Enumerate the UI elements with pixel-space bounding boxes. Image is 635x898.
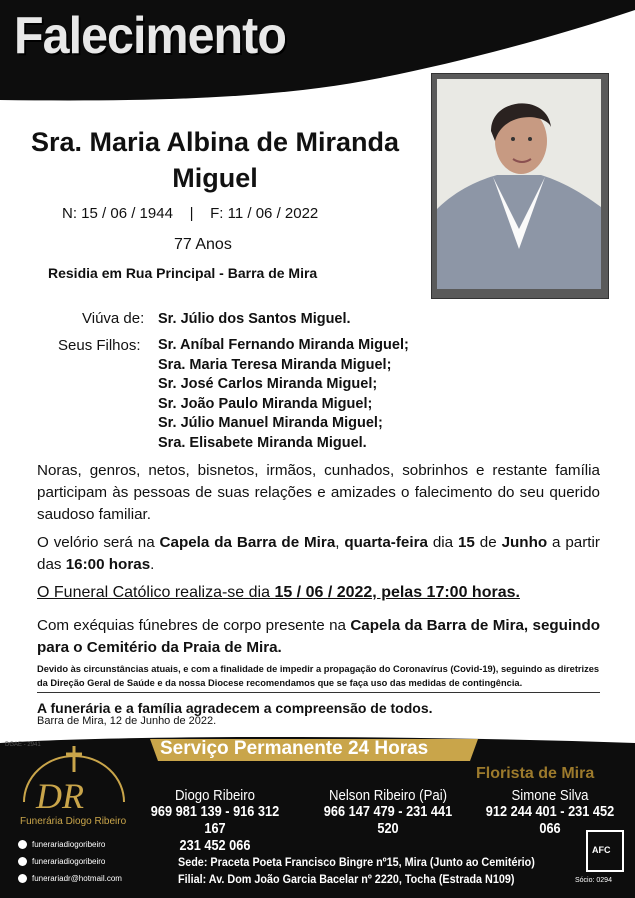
child-item: Sra. Maria Teresa Miranda Miguel; <box>158 356 392 373</box>
logo-initials: DR <box>36 776 84 816</box>
name-line-2: Miguel <box>172 163 258 193</box>
child-item: Sr. José Carlos Miranda Miguel; <box>158 376 378 392</box>
contact-phone[interactable]: 912 244 401 - 231 452 066 <box>485 804 615 837</box>
funeral-text: O Funeral Católico realiza-se dia <box>37 584 275 601</box>
widow-label: Viúva de: <box>82 310 145 327</box>
wake-date: 15 <box>457 534 475 551</box>
exequias-text: Com exéquias fúnebres de corpo presente na <box>37 617 351 634</box>
birth-death-dates: N: 15 / 06 / 1944 | F: 11 / 06 / 2022 <box>62 205 319 222</box>
child-item: Sra. Elisabete Miranda Miguel. <box>158 434 367 451</box>
deceased-name <box>10 124 420 196</box>
contact-nelson <box>313 787 463 838</box>
exequias-paragraph <box>37 615 600 659</box>
wake-time: 16:00 horas <box>65 556 151 573</box>
wake-text: O velório será na <box>37 534 160 551</box>
wake-month: Junho <box>501 534 548 551</box>
funeral-datetime: 15 / 06 / 2022, pelas 17:00 horas. <box>274 584 520 601</box>
email-address: funerariadr@hotmail.com <box>32 874 122 883</box>
member-number: Sócio: 0294 <box>575 877 612 884</box>
instagram-icon <box>18 857 27 866</box>
wake-paragraph <box>37 532 600 576</box>
funeral-line <box>37 584 520 602</box>
page-title: Falecimento <box>14 7 286 65</box>
child-item: Sr. Júlio Manuel Miranda Miguel; <box>158 415 383 431</box>
service-banner: Serviço Permanente 24 Horas <box>160 738 429 759</box>
child-item: Sr. Aníbal Fernando Miranda Miguel; <box>158 337 409 353</box>
portrait-photo <box>437 79 601 289</box>
wake-text: dia <box>427 534 458 551</box>
email-icon <box>18 874 27 883</box>
logo-name: Funerária Diogo Ribeiro <box>20 816 127 827</box>
wake-place: Capela da Barra de Mira <box>159 534 336 551</box>
thanks-line: A funerária e a família agradecem a compreensão de todos. <box>37 700 433 716</box>
contact-name: Diogo Ribeiro <box>175 787 255 804</box>
children-label: Seus Filhos: <box>58 337 141 354</box>
exequias-place: Capela da Barra de Mira, seguindo para o Cemitério da Praia de Mira. <box>37 617 600 656</box>
florist-name: Florista de Mira <box>476 765 595 782</box>
age: 77 Anos <box>174 236 232 253</box>
branch-address: Filial: Av. Dom João Garcia Bacelar nº 2220, Tocha (Estrada N109) <box>178 872 515 886</box>
residence: Residia em Rua Principal - Barra de Mira <box>48 265 318 281</box>
facebook-handle: funerariadiogoribeiro <box>32 840 106 849</box>
wake-text: a partir das <box>37 534 600 573</box>
contact-phone[interactable]: 231 452 066 <box>179 838 251 854</box>
wake-text: de <box>474 534 502 551</box>
dgae-code: DGAE - 2941 <box>5 742 41 748</box>
child-item: Sr. João Paulo Miranda Miguel; <box>158 395 373 412</box>
facebook-link[interactable] <box>18 840 105 849</box>
covid-notice: Devido às circunstâncias atuais, e com a finalidade de impedir a propagação do Coronavírus (Covid-19), seguindo as diretrizes da Direção Geral de Saúde e da nossa Diocese recomendamos que se faça uso das medidas de contingência. <box>37 662 600 693</box>
relatives-paragraph: Noras, genros, netos, bisnetos, irmãos, cunhados, sobrinhos e restante família participam às pessoas de suas relações e amizades o falecimento do seu querido saudoso familiar. <box>37 462 600 523</box>
place-date: Barra de Mira, 12 de Junho de 2022. <box>37 715 217 727</box>
name-line-1: Sra. Maria Albina de Miranda <box>30 127 400 157</box>
widow-name: Sr. Júlio dos Santos Miguel. <box>158 311 351 327</box>
instagram-handle: funerariadiogoribeiro <box>32 857 106 866</box>
contact-diogo <box>145 787 286 855</box>
wake-text: , <box>335 534 345 551</box>
facebook-icon <box>18 840 27 849</box>
wake-day: quarta-feira <box>344 534 428 551</box>
badge-text: AFC <box>592 845 611 855</box>
instagram-link[interactable] <box>18 857 105 866</box>
contact-name: Nelson Ribeiro (Pai) <box>328 787 448 804</box>
contact-phone[interactable]: 969 981 139 - 916 312 167 <box>150 804 280 837</box>
headquarters-address: Sede: Praceta Poeta Francisco Bingre nº15, Mira (Junto ao Cemitério) <box>178 855 535 869</box>
contact-phone[interactable]: 966 147 479 - 231 441 520 <box>323 804 453 837</box>
email-link[interactable] <box>18 874 122 883</box>
children-list <box>158 336 409 453</box>
contact-name: Simone Silva <box>511 787 589 804</box>
wake-text: . <box>150 556 155 573</box>
